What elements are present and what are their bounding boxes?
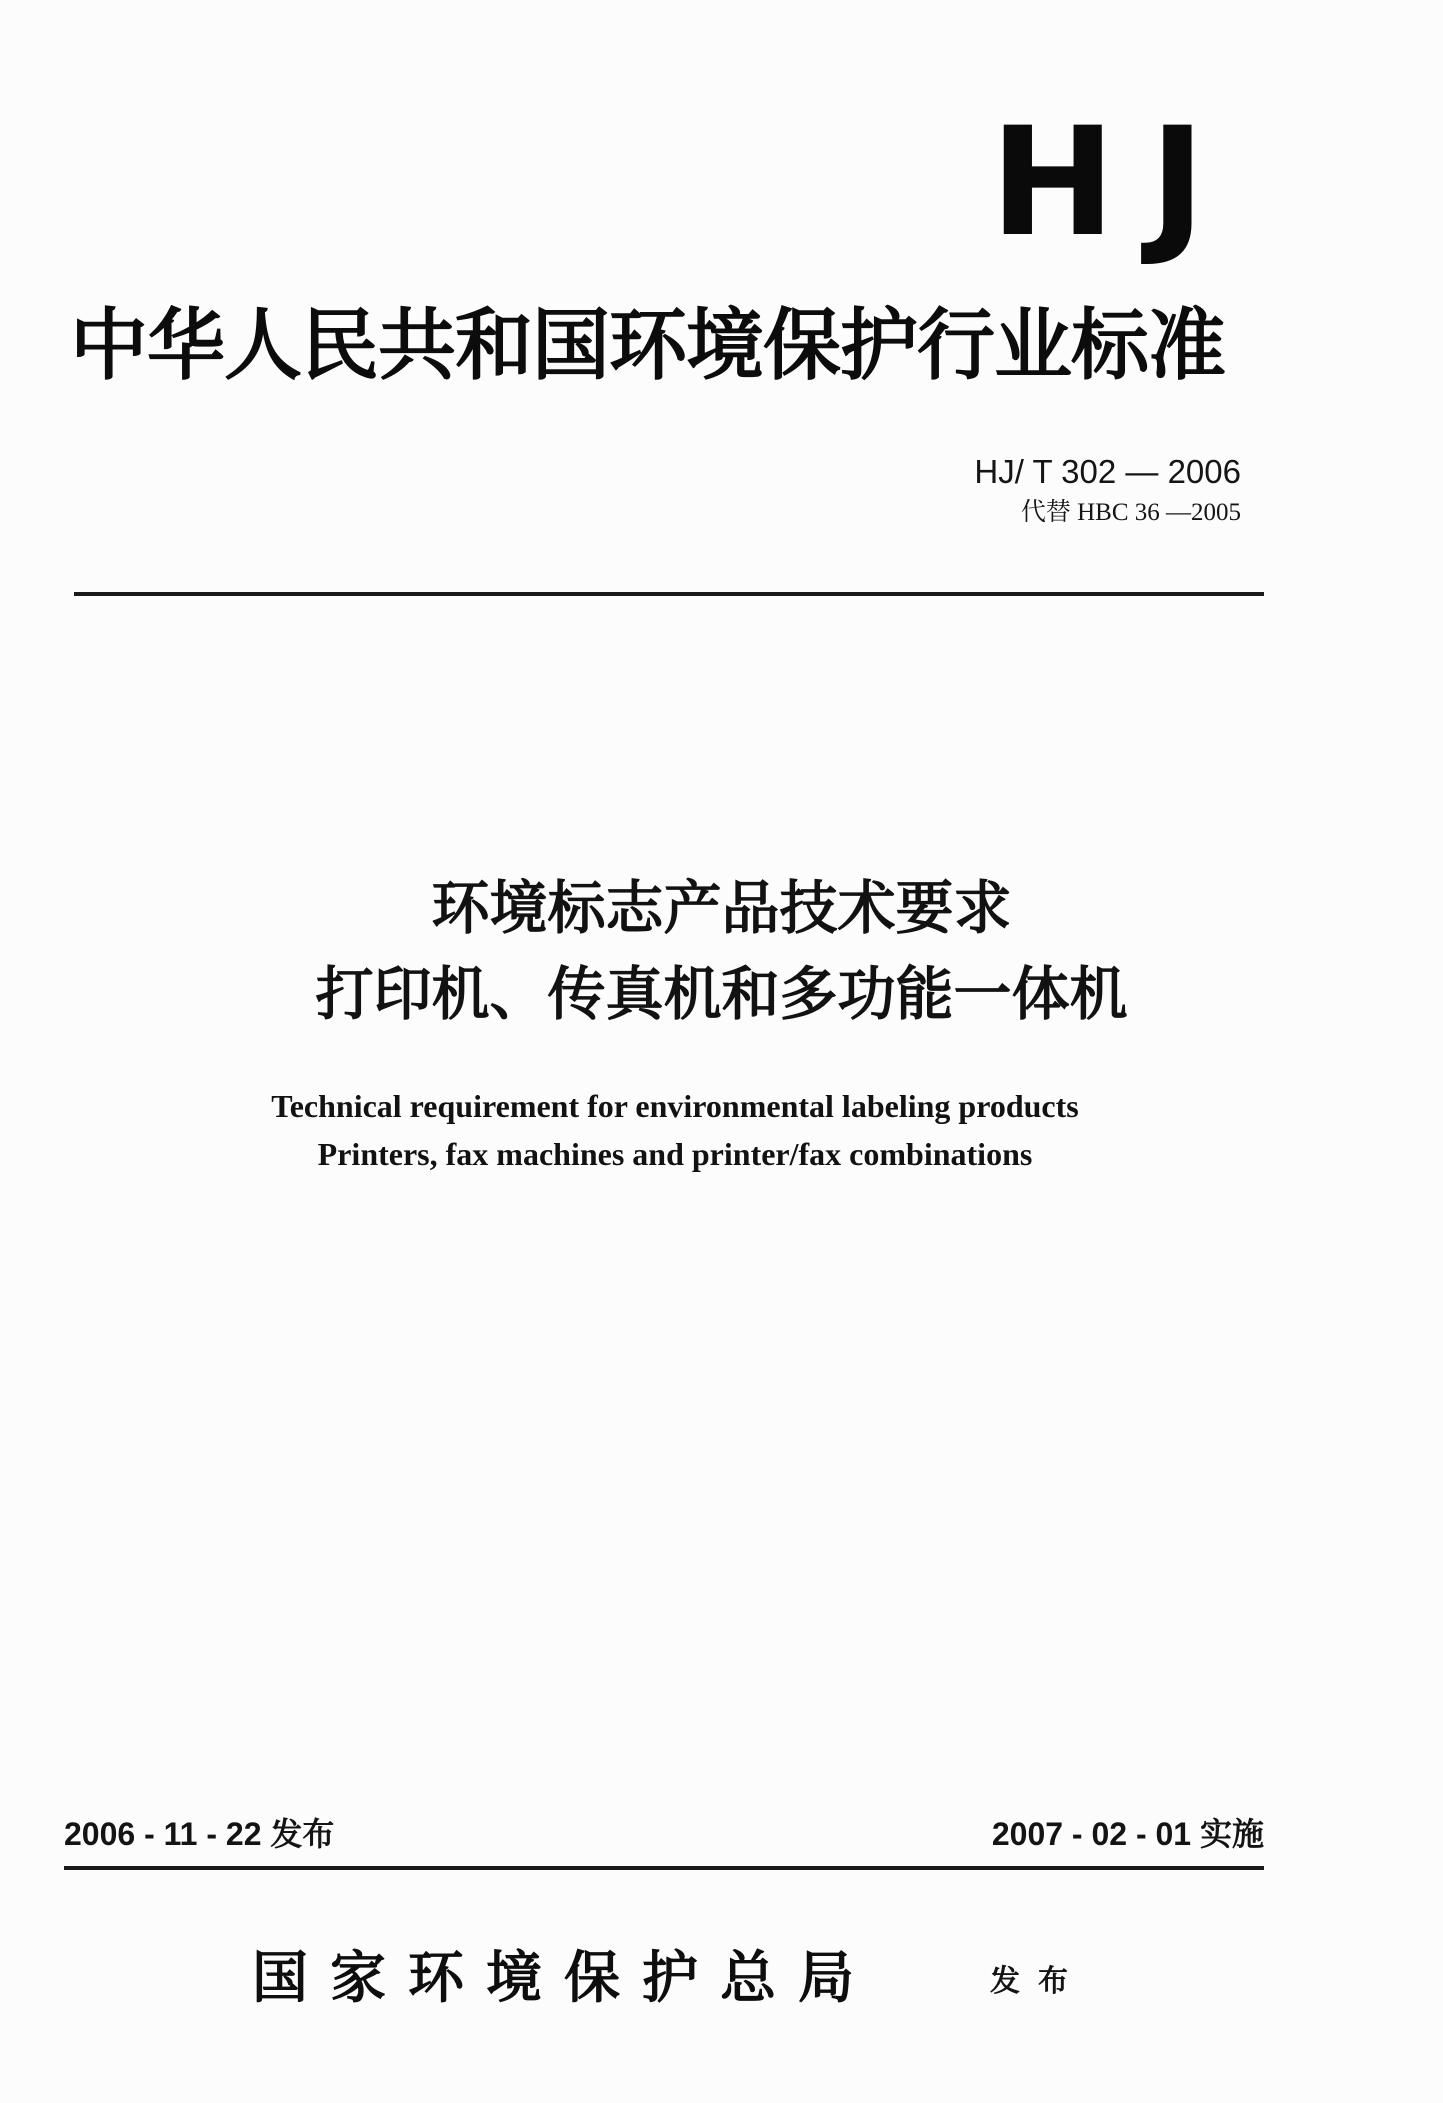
issuing-authority: 国家环境保护总局 bbox=[252, 1945, 876, 2011]
english-title-line-2: Printers, fax machines and printer/fax combinations bbox=[317, 1136, 1033, 1172]
date-row bbox=[64, 1812, 1264, 1856]
effective-date: 2007 - 02 - 01 实施 bbox=[991, 1816, 1264, 1852]
title-line-2: 打印机、传真机和多功能一体机 bbox=[315, 960, 1128, 1028]
english-title-line-1: Technical requirement for environmental labeling products bbox=[271, 1088, 1079, 1124]
replaces-note: 代替 HBC 36 —2005 bbox=[1020, 499, 1241, 526]
issuer-row bbox=[0, 1938, 1443, 2018]
top-divider bbox=[74, 592, 1264, 596]
bottom-divider bbox=[64, 1866, 1264, 1870]
issue-action: 发布 bbox=[990, 1964, 1086, 1999]
standard-number: HJ/ T 302 — 2006 bbox=[974, 453, 1241, 490]
title-line-1: 环境标志产品技术要求 bbox=[431, 874, 1012, 942]
organization-title: 中华人民共和国环境保护行业标准 bbox=[70, 300, 1226, 391]
hj-logo: HJ bbox=[990, 96, 1240, 270]
issue-date: 2006 - 11 - 22 发布 bbox=[64, 1816, 335, 1852]
